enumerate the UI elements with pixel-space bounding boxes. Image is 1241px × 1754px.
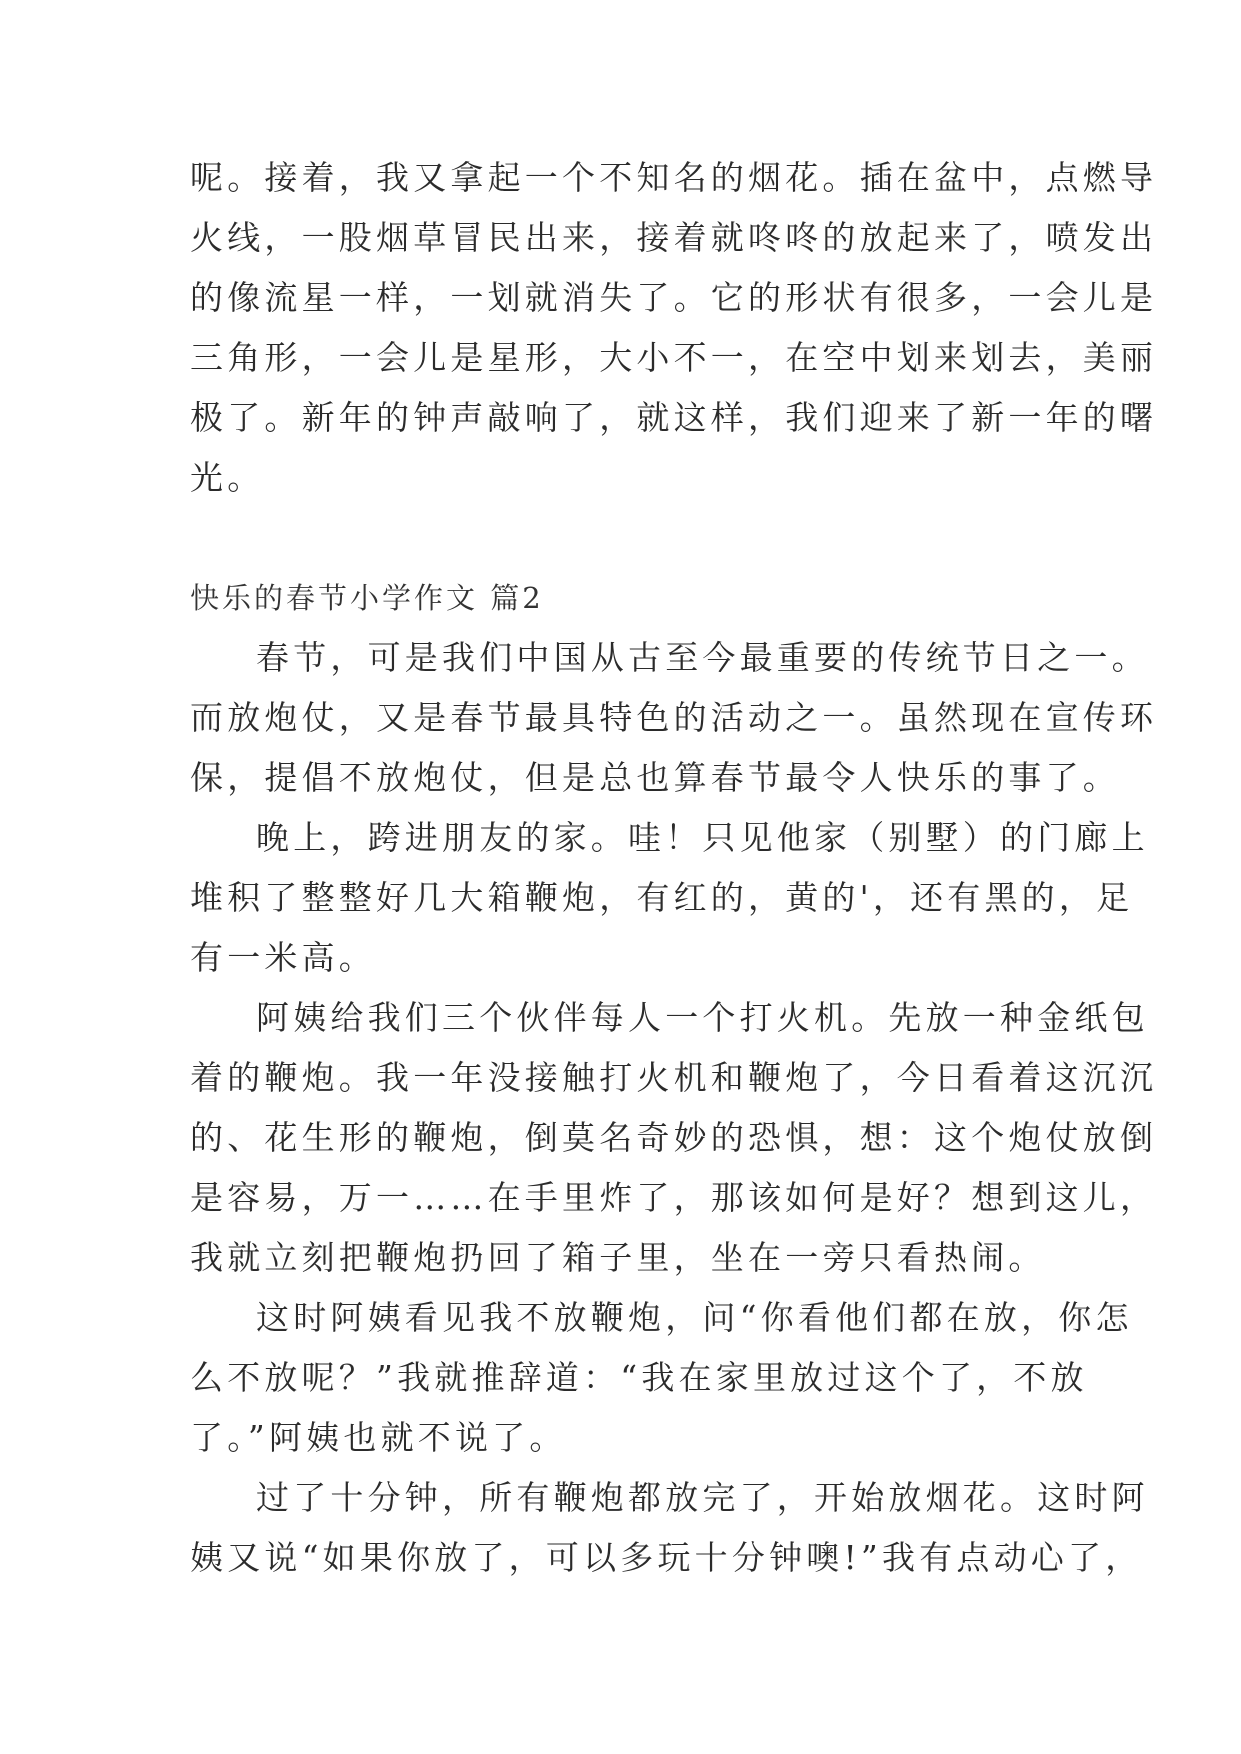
section-heading: 快乐的春节小学作文 篇2	[190, 581, 544, 615]
paragraph-line: 了。”阿姨也就不说了。	[190, 1418, 567, 1457]
paragraph-line: 阿姨给我们三个伙伴每人一个打火机。先放一种金纸包	[256, 998, 1149, 1037]
paragraph-line: 着的鞭炮。我一年没接触打火机和鞭炮了，今日看着这沉沉	[190, 1058, 1158, 1097]
body-text-line: 极了。新年的钟声敲响了，就这样，我们迎来了新一年的曙	[190, 398, 1158, 437]
body-text-line: 火线，一股烟草冒民出来，接着就咚咚的放起来了，喷发出	[190, 218, 1158, 257]
paragraph-line: 春节，可是我们中国从古至今最重要的传统节日之一。	[256, 638, 1149, 677]
paragraph-line: 有一米高。	[190, 938, 376, 977]
paragraph-line: 堆积了整整好几大箱鞭炮，有红的，黄的'，还有黑的，足	[190, 878, 1134, 917]
paragraph-line: 的、花生形的鞭炮，倒莫名奇妙的恐惧，想：这个炮仗放倒	[190, 1118, 1158, 1157]
paragraph-line: 晚上，跨进朋友的家。哇！只见他家（别墅）的门廊上	[256, 818, 1149, 857]
paragraph-line: 是容易，万一……在手里炸了，那该如何是好？想到这儿，	[190, 1178, 1158, 1217]
paragraph-line: 姨又说“如果你放了，可以多玩十分钟噢!”我有点动心了，	[190, 1538, 1143, 1577]
paragraph-line: 么不放呢？”我就推辞道：“我在家里放过这个了，不放	[190, 1358, 1088, 1397]
paragraph-line: 而放炮仗，又是春节最具特色的活动之一。虽然现在宣传环	[190, 698, 1158, 737]
paragraph-line: 我就立刻把鞭炮扔回了箱子里，坐在一旁只看热闹。	[190, 1238, 1046, 1277]
body-text-line: 光。	[190, 458, 265, 497]
paragraph-line: 过了十分钟，所有鞭炮都放完了，开始放烟花。这时阿	[256, 1478, 1149, 1517]
paragraph-line: 这时阿姨看见我不放鞭炮，问“你看他们都在放，你怎	[256, 1298, 1133, 1337]
body-text-line: 的像流星一样，一划就消失了。它的形状有很多，一会儿是	[190, 278, 1158, 317]
body-text-line: 三角形，一会儿是星形，大小不一，在空中划来划去，美丽	[190, 338, 1158, 377]
body-text-line: 呢。接着，我又拿起一个不知名的烟花。插在盆中，点燃导	[190, 158, 1158, 197]
paragraph-line: 保，提倡不放炮仗，但是总也算春节最令人快乐的事了。	[190, 758, 1120, 797]
